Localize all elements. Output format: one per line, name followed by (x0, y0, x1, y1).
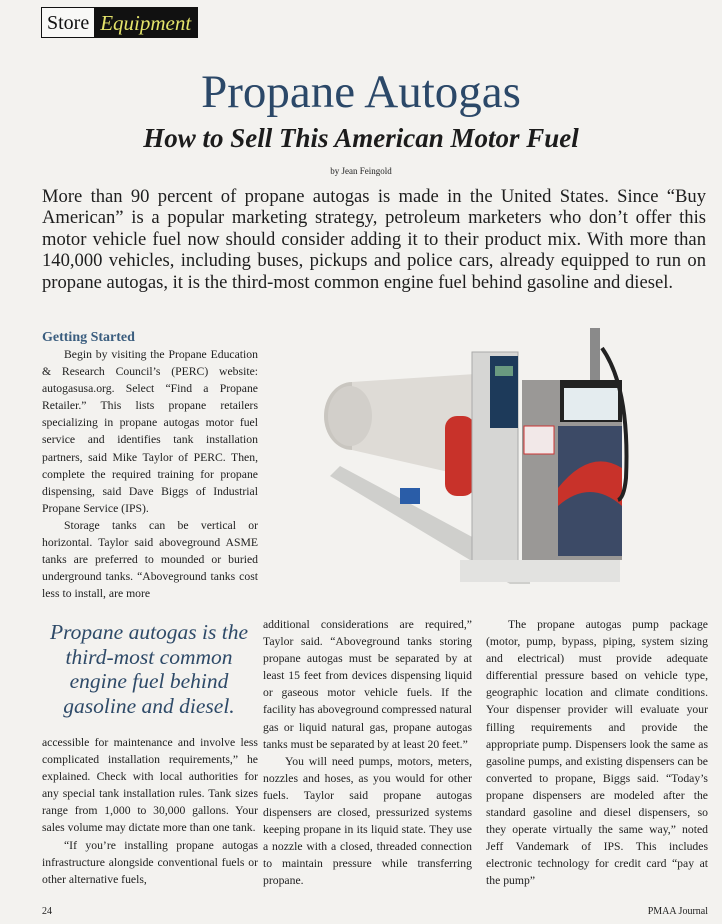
paragraph: accessible for maintenance and involve less complicated installation requirements,” he explained. Check with local authorities for any special tank installation rules. Tank sizes range from 1,000 to 30,000 gallons. Your sales volume may dictate more than one tank. (42, 736, 258, 835)
column-2 (263, 616, 472, 890)
section-tag (41, 7, 198, 38)
paragraph: The propane autogas pump package (motor, pump, bypass, piping, system sizing and electrical) must provide adequate differential pressure based on vehicle type, geographic location and climate conditions. Your dispenser provider will evaluate your filling requirements and provide the appropriate pump. Dispensers look the same as gasoline pumps, and existing dispensers can be converted to propane, Biggs said. “Today’s propane dispensers are modeled after the standard gasoline and diesel dispensers, so they operate virtually the same way,” noted Jeff Vandemark of IPS. This includes electronic technology for credit card “pay at the pump” (486, 618, 708, 888)
paragraph: Begin by visiting the Propane Education & Research Council’s (PERC) website: autogasusa.org. Select “Find a Propane Retailer.” This lists propane retailers specializing in propane autogas motor fuel service and identifies tank installation partners, said Mike Taylor of PERC. Then, complete the required training for propane dispensing, said Dave Biggs of Industrial Propane Service (IPS). (42, 348, 258, 515)
article-title: Propane Autogas (201, 66, 521, 118)
paragraph: Storage tanks can be vertical or horizontal. Taylor said aboveground ASME tanks are preferred to mounded or buried underground tanks. “Aboveground tanks cost less to install, are more (42, 518, 258, 601)
article-subtitle: How to Sell This American Motor Fuel (143, 123, 579, 153)
section-tag-primary: Store (42, 8, 94, 37)
page-number: 24 (42, 906, 52, 917)
paragraph: “If you’re installing propane autogas infrastructure alongside conventional fuels or other alternative fuels, (42, 838, 258, 886)
pull-quote: Propane autogas is the third-most common engine fuel behind gasoline and diesel. (49, 620, 249, 718)
publication-name: PMAA Journal (647, 906, 708, 917)
byline: by Jean Feingold (330, 166, 392, 176)
column-1-top (42, 346, 258, 602)
paragraph: You will need pumps, motors, meters, nozzles and hoses, as you would for other fuels. Taylor said propane autogas dispensers are closed, pressurized systems keeping propane in its liquid state. They use a nozzle with a closed, threaded connection to maintain pressure while transferring propane. (263, 754, 472, 888)
paragraph: additional considerations are required,” Taylor said. “Aboveground tanks storing propane autogas must be separated by at least 15 feet from devices dispensing liquid or gaseous motor vehicle fuels. If the facility has aboveground compressed natural gas or liquid natural gas, propane autogas tanks must be separated by at least 20 feet.” (263, 618, 473, 751)
column-3 (486, 616, 708, 890)
red-cover (445, 416, 475, 496)
lead-paragraph: More than 90 percent of propane autogas is made in the United States. Since “Buy American” is a popular marketing strategy, petroleum marketers who don’t offer this motor vehicle fuel now should consider adding it to their product mix. With more than 140,000 vehicles, including buses, pickups and police cars, already equipped to run on propane autogas, it is the third-most common engine fuel behind gasoline and diesel. (42, 186, 706, 293)
section-tag-secondary: Equipment (100, 11, 192, 35)
section-heading: Getting Started (42, 330, 135, 345)
propane-dispenser-photo (290, 328, 710, 600)
column-1-bottom (42, 734, 258, 888)
